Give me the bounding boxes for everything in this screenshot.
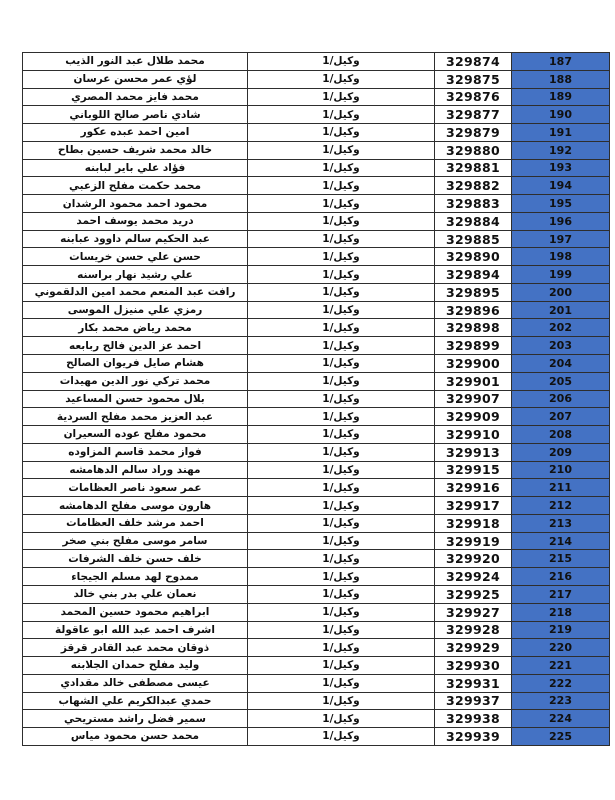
row-number-cell: 210 [512, 462, 610, 480]
row-number-cell: 218 [512, 604, 610, 622]
rank-cell: وكيل/1 [248, 89, 435, 107]
name-cell: عبد العزيز محمد مفلح السردية [22, 408, 248, 426]
id-cell: 329875 [435, 71, 512, 89]
row-number-cell: 219 [512, 622, 610, 640]
name-cell: رافت عبد المنعم محمد امين الدلقموني [22, 284, 248, 302]
rank-cell: وكيل/1 [248, 568, 435, 586]
table-row [22, 160, 610, 178]
name-cell: دريد محمد يوسف احمد [22, 213, 248, 231]
name-cell: محمود احمد محمود الرشدان [22, 195, 248, 213]
table-row [22, 71, 610, 89]
id-cell: 329910 [435, 426, 512, 444]
row-number-cell: 207 [512, 408, 610, 426]
id-cell: 329876 [435, 89, 512, 107]
rank-cell: وكيل/1 [248, 52, 435, 71]
id-cell: 329919 [435, 533, 512, 551]
id-cell: 329898 [435, 319, 512, 337]
id-cell: 329909 [435, 408, 512, 426]
table-row [22, 213, 610, 231]
rank-cell: وكيل/1 [248, 657, 435, 675]
rank-cell: وكيل/1 [248, 71, 435, 89]
table-row [22, 675, 610, 693]
name-cell: محمد حكمت مفلح الزعبي [22, 177, 248, 195]
table-row [22, 337, 610, 355]
rank-cell: وكيل/1 [248, 408, 435, 426]
rank-cell: وكيل/1 [248, 302, 435, 320]
name-cell: علي رشيد نهار براسنه [22, 266, 248, 284]
id-cell: 329918 [435, 515, 512, 533]
rank-cell: وكيل/1 [248, 497, 435, 515]
id-cell: 329885 [435, 231, 512, 249]
table-row [22, 462, 610, 480]
id-cell: 329880 [435, 142, 512, 160]
rank-cell: وكيل/1 [248, 106, 435, 124]
id-cell: 329883 [435, 195, 512, 213]
name-cell: مهند وراد سالم الدهامشه [22, 462, 248, 480]
table-row [22, 444, 610, 462]
row-number-cell: 225 [512, 728, 610, 746]
row-number-cell: 199 [512, 266, 610, 284]
table-row [22, 568, 610, 586]
id-cell: 329927 [435, 604, 512, 622]
rank-cell: وكيل/1 [248, 728, 435, 746]
table-row [22, 657, 610, 675]
row-number-cell: 213 [512, 515, 610, 533]
name-cell: محمد طلال عبد النور الذيب [22, 52, 248, 71]
table-row [22, 177, 610, 195]
table-row [22, 124, 610, 142]
row-number-cell: 222 [512, 675, 610, 693]
table-row [22, 586, 610, 604]
row-number-cell: 192 [512, 142, 610, 160]
roster-table-body [22, 52, 610, 746]
rank-cell: وكيل/1 [248, 710, 435, 728]
row-number-cell: 201 [512, 302, 610, 320]
rank-cell: وكيل/1 [248, 337, 435, 355]
row-number-cell: 188 [512, 71, 610, 89]
id-cell: 329929 [435, 639, 512, 657]
rank-cell: وكيل/1 [248, 550, 435, 568]
row-number-cell: 189 [512, 89, 610, 107]
row-number-cell: 202 [512, 319, 610, 337]
id-cell: 329939 [435, 728, 512, 746]
table-row [22, 231, 610, 249]
table-row [22, 284, 610, 302]
table-row [22, 515, 610, 533]
table-row [22, 248, 610, 266]
id-cell: 329879 [435, 124, 512, 142]
table-row [22, 195, 610, 213]
name-cell: ذوقان محمد عبد القادر قرقز [22, 639, 248, 657]
name-cell: احمد مرشد خلف العظامات [22, 515, 248, 533]
rank-cell: وكيل/1 [248, 426, 435, 444]
rank-cell: وكيل/1 [248, 639, 435, 657]
table-row [22, 622, 610, 640]
row-number-cell: 194 [512, 177, 610, 195]
rank-cell: وكيل/1 [248, 124, 435, 142]
id-cell: 329890 [435, 248, 512, 266]
id-cell: 329930 [435, 657, 512, 675]
rank-cell: وكيل/1 [248, 622, 435, 640]
row-number-cell: 216 [512, 568, 610, 586]
id-cell: 329915 [435, 462, 512, 480]
row-number-cell: 209 [512, 444, 610, 462]
id-cell: 329917 [435, 497, 512, 515]
table-row [22, 355, 610, 373]
name-cell: شادي ناصر صالح اللوباني [22, 106, 248, 124]
name-cell: عيسى مصطفى خالد مقدادي [22, 675, 248, 693]
rank-cell: وكيل/1 [248, 391, 435, 409]
rank-cell: وكيل/1 [248, 160, 435, 178]
row-number-cell: 190 [512, 106, 610, 124]
name-cell: رمزي علي منيزل الموسى [22, 302, 248, 320]
table-row [22, 266, 610, 284]
id-cell: 329899 [435, 337, 512, 355]
table-row [22, 106, 610, 124]
rank-cell: وكيل/1 [248, 373, 435, 391]
id-cell: 329895 [435, 284, 512, 302]
id-cell: 329938 [435, 710, 512, 728]
row-number-cell: 195 [512, 195, 610, 213]
row-number-cell: 206 [512, 391, 610, 409]
rank-cell: وكيل/1 [248, 355, 435, 373]
row-number-cell: 193 [512, 160, 610, 178]
table-row [22, 142, 610, 160]
id-cell: 329928 [435, 622, 512, 640]
name-cell: ممدوح لهد مسلم الجيجاء [22, 568, 248, 586]
rank-cell: وكيل/1 [248, 462, 435, 480]
row-number-cell: 217 [512, 586, 610, 604]
name-cell: لؤي عمر محسن عرسان [22, 71, 248, 89]
row-number-cell: 196 [512, 213, 610, 231]
table-row [22, 550, 610, 568]
table-row [22, 497, 610, 515]
rank-cell: وكيل/1 [248, 284, 435, 302]
rank-cell: وكيل/1 [248, 515, 435, 533]
id-cell: 329894 [435, 266, 512, 284]
rank-cell: وكيل/1 [248, 142, 435, 160]
rank-cell: وكيل/1 [248, 675, 435, 693]
table-row [22, 426, 610, 444]
name-cell: نعمان علي بدر بني خالد [22, 586, 248, 604]
name-cell: عمر سعود ناصر العظامات [22, 479, 248, 497]
rank-cell: وكيل/1 [248, 213, 435, 231]
row-number-cell: 191 [512, 124, 610, 142]
name-cell: حمدي عبدالكريم علي الشهاب [22, 693, 248, 711]
row-number-cell: 197 [512, 231, 610, 249]
id-cell: 329931 [435, 675, 512, 693]
id-cell: 329920 [435, 550, 512, 568]
name-cell: خالد محمد شريف حسين بطاح [22, 142, 248, 160]
row-number-cell: 220 [512, 639, 610, 657]
rank-cell: وكيل/1 [248, 604, 435, 622]
id-cell: 329881 [435, 160, 512, 178]
name-cell: هارون موسى مفلح الدهامشه [22, 497, 248, 515]
table-row [22, 319, 610, 337]
table-row [22, 479, 610, 497]
rank-cell: وكيل/1 [248, 693, 435, 711]
table-row [22, 728, 610, 746]
row-number-cell: 221 [512, 657, 610, 675]
table-row [22, 604, 610, 622]
rank-cell: وكيل/1 [248, 444, 435, 462]
id-cell: 329896 [435, 302, 512, 320]
rank-cell: وكيل/1 [248, 319, 435, 337]
name-cell: عبد الحكيم سالم داوود عبابنه [22, 231, 248, 249]
id-cell: 329916 [435, 479, 512, 497]
row-number-cell: 224 [512, 710, 610, 728]
rank-cell: وكيل/1 [248, 533, 435, 551]
id-cell: 329874 [435, 52, 512, 71]
name-cell: محمد حسن محمود مياس [22, 728, 248, 746]
row-number-cell: 198 [512, 248, 610, 266]
name-cell: ابراهيم محمود حسين المحمد [22, 604, 248, 622]
table-row [22, 408, 610, 426]
id-cell: 329901 [435, 373, 512, 391]
name-cell: خلف حسن خلف الشرفات [22, 550, 248, 568]
table-row [22, 533, 610, 551]
name-cell: امين احمد عبده عكور [22, 124, 248, 142]
id-cell: 329882 [435, 177, 512, 195]
name-cell: محمد فايز محمد المصري [22, 89, 248, 107]
table-row [22, 391, 610, 409]
name-cell: احمد عز الدين فالح ربابعه [22, 337, 248, 355]
name-cell: محمد تركي نور الدين مهيدات [22, 373, 248, 391]
table-row [22, 89, 610, 107]
id-cell: 329937 [435, 693, 512, 711]
name-cell: محمد رياض محمد بكار [22, 319, 248, 337]
table-row [22, 639, 610, 657]
id-cell: 329877 [435, 106, 512, 124]
row-number-cell: 208 [512, 426, 610, 444]
id-cell: 329913 [435, 444, 512, 462]
name-cell: سامر موسى مفلح بني صخر [22, 533, 248, 551]
row-number-cell: 212 [512, 497, 610, 515]
rank-cell: وكيل/1 [248, 266, 435, 284]
row-number-cell: 200 [512, 284, 610, 302]
name-cell: فواز محمد قاسم المزاوده [22, 444, 248, 462]
name-cell: وليد مفلح حمدان الجلابنه [22, 657, 248, 675]
table-row [22, 302, 610, 320]
table-row [22, 373, 610, 391]
row-number-cell: 214 [512, 533, 610, 551]
id-cell: 329907 [435, 391, 512, 409]
row-number-cell: 204 [512, 355, 610, 373]
name-cell: هشام صايل فريوان الصالح [22, 355, 248, 373]
id-cell: 329884 [435, 213, 512, 231]
rank-cell: وكيل/1 [248, 231, 435, 249]
row-number-cell: 205 [512, 373, 610, 391]
name-cell: اشرف احمد عبد الله ابو عاقولة [22, 622, 248, 640]
table-row [22, 52, 610, 71]
name-cell: بلال محمود حسن المساعيد [22, 391, 248, 409]
row-number-cell: 223 [512, 693, 610, 711]
table-row [22, 710, 610, 728]
name-cell: حسن علي حسن خريسات [22, 248, 248, 266]
rank-cell: وكيل/1 [248, 479, 435, 497]
id-cell: 329924 [435, 568, 512, 586]
row-number-cell: 203 [512, 337, 610, 355]
id-cell: 329925 [435, 586, 512, 604]
id-cell: 329900 [435, 355, 512, 373]
name-cell: فؤاد علي باير لبابنه [22, 160, 248, 178]
name-cell: سمير فضل راشد مستريحي [22, 710, 248, 728]
name-cell: محمود مفلح عوده السعيران [22, 426, 248, 444]
roster-table [22, 52, 610, 746]
rank-cell: وكيل/1 [248, 248, 435, 266]
table-row [22, 693, 610, 711]
row-number-cell: 187 [512, 52, 610, 71]
rank-cell: وكيل/1 [248, 586, 435, 604]
row-number-cell: 211 [512, 479, 610, 497]
rank-cell: وكيل/1 [248, 177, 435, 195]
row-number-cell: 215 [512, 550, 610, 568]
rank-cell: وكيل/1 [248, 195, 435, 213]
